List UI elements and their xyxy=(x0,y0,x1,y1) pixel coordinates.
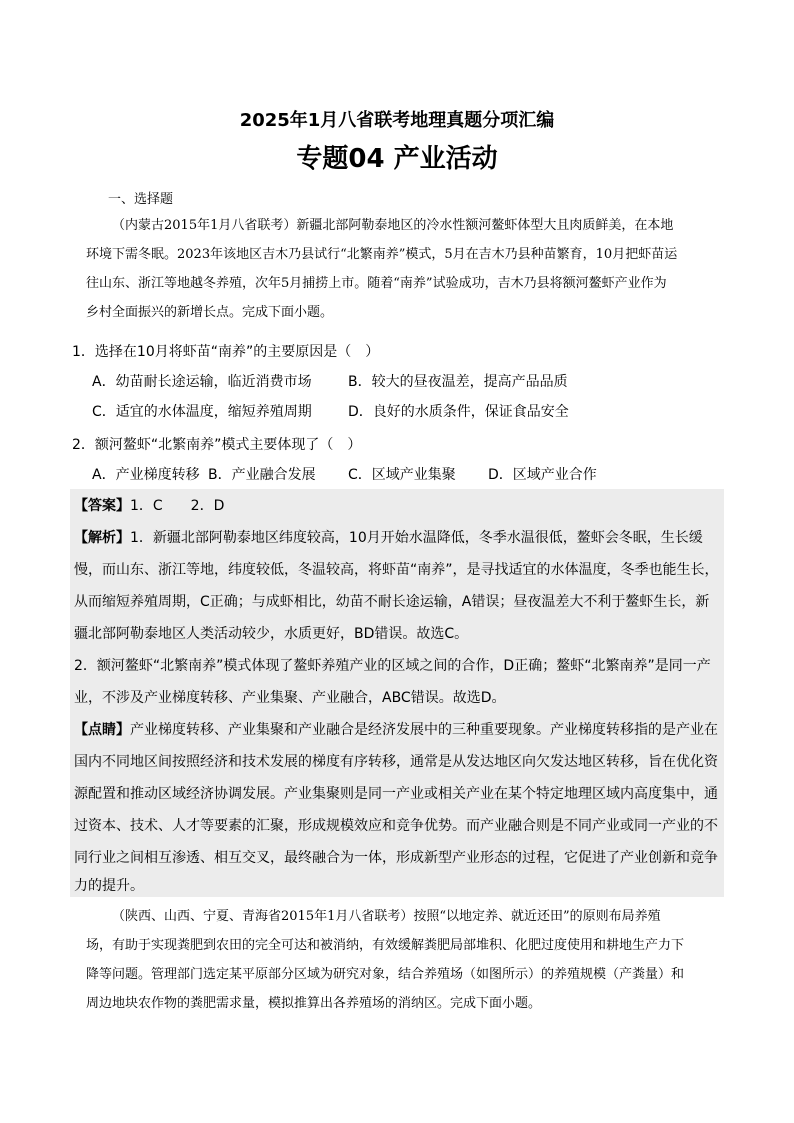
passage-1-line: （内蒙古2015年1月八省联考）新疆北部阿勒泰地区的冷水性额河鳌虾体型大且肉质鲜美，在本地 xyxy=(112,218,674,233)
question-1-option-a[interactable]: A．幼苗耐长途运输，临近消费市场 xyxy=(92,374,312,390)
answer-line xyxy=(74,492,720,521)
analysis-tag: 【解析】 xyxy=(74,530,130,546)
analysis-line: 疆北部阿勒泰地区人类活动较少，水质更好，BD错误。故选C。 xyxy=(74,626,469,642)
tip-line: 力的提升。 xyxy=(74,878,144,894)
question-stem: 2．额河鳌虾“北繁南养”模式主要体现了（ ） xyxy=(72,437,362,453)
passage-2-line: 周边地块农作物的粪肥需求量，模拟推算出各养殖场的消纳区。完成下面小题。 xyxy=(86,996,542,1011)
passage-1-line: 环境下需冬眠。2023年该地区吉木乃县试行“北繁南养”模式，5月在吉木乃县种苗繁育，10月把虾苗运 xyxy=(86,247,678,262)
document-header-title: 2025年1月八省联考地理真题分项汇编 xyxy=(239,110,555,131)
answer-text: 1．C 2．D xyxy=(130,498,225,514)
question-stem: 1．选择在10月将虾苗“南养”的主要原因是（ ） xyxy=(72,344,380,360)
analysis-line: 从而缩短养殖周期，C正确；与成虾相比，幼苗不耐长途运输，A错误；昼夜温差大不利于鳌虾生长，新 xyxy=(74,594,710,610)
tip-line: 国内不同地区间按照经济和技术发展的梯度有序转移，通常是从发达地区向欠发达地区转移，旨在优化资 xyxy=(74,754,718,770)
answer-tag: 【答案】 xyxy=(74,498,130,514)
tip-line: 同行业之间相互渗透、相互交叉，最终融合为一体，形成新型产业形态的过程，它促进了产业创新和竞争 xyxy=(74,850,718,866)
tip-line: 过资本、技术、人才等要素的汇聚，形成规模效应和竞争优势。而产业融合则是不同产业或同一产业的不 xyxy=(74,818,718,834)
passage-1-line: 往山东、浙江等地越冬养殖，次年5月捕捞上市。随着“南养”试验成功，吉木乃县将额河鳌虾产业作为 xyxy=(86,276,667,291)
question-2-option-d[interactable]: D．区域产业合作 xyxy=(488,467,597,483)
question-1-option-d[interactable]: D．良好的水质条件，保证食品安全 xyxy=(348,404,569,420)
topic-title: 专题04 产业活动 xyxy=(296,144,498,174)
question-2-option-c[interactable]: C．区域产业集聚 xyxy=(348,467,456,483)
analysis-line: 慢，而山东、浙江等地，纬度较低，冬温较高，将虾苗“南养”，是寻找适宜的水体温度，冬季也能生长， xyxy=(74,562,719,578)
tip-line xyxy=(74,716,720,745)
tip-tag: 【点睛】 xyxy=(74,722,130,738)
passage-2-line: 降等问题。管理部门选定某平原部分区域为研究对象，结合养殖场（如图所示）的养殖规模（产粪量）和 xyxy=(86,967,685,982)
analysis-line: 业，不涉及产业梯度转移、产业集聚、产业融合，ABC错误。故选D。 xyxy=(74,690,506,706)
question-2-option-a[interactable]: A．产业梯度转移 xyxy=(92,467,200,483)
analysis-line: 2．额河鳌虾“北繁南养”模式体现了鳌虾养殖产业的区域之间的合作，D正确；鳌虾“北繁南养”是同一产 xyxy=(74,658,711,674)
passage-2-line: 场，有助于实现粪肥到农田的完全可达和被消纳，有效缓解粪肥局部堆积、化肥过度使用和耕地生产力下 xyxy=(86,938,685,953)
analysis-text: 1．新疆北部阿勒泰地区纬度较高，10月开始水温降低，冬季水温很低，鳌虾会冬眠，生长缓 xyxy=(130,530,703,546)
tip-line: 源配置和推动区域经济协调发展。产业集聚则是同一产业或相关产业在某个特定地理区域内高度集中，通 xyxy=(74,786,718,802)
section-title: 一、选择题 xyxy=(108,192,174,207)
question-2-option-b[interactable]: B．产业融合发展 xyxy=(208,467,316,483)
passage-1-line: 乡村全面振兴的新增长点。完成下面小题。 xyxy=(86,305,334,320)
question-1-option-c[interactable]: C．适宜的水体温度，缩短养殖周期 xyxy=(92,404,312,420)
question-1-option-b[interactable]: B．较大的昼夜温差，提高产品品质 xyxy=(348,374,568,390)
analysis-line xyxy=(74,524,720,553)
passage-2-line: （陕西、山西、宁夏、青海省2015年1月八省联考）按照“以地定养、就近还田”的原则布局养殖 xyxy=(112,909,661,924)
tip-text: 产业梯度转移、产业集聚和产业融合是经济发展中的三种重要现象。产业梯度转移指的是产业在 xyxy=(130,722,718,738)
